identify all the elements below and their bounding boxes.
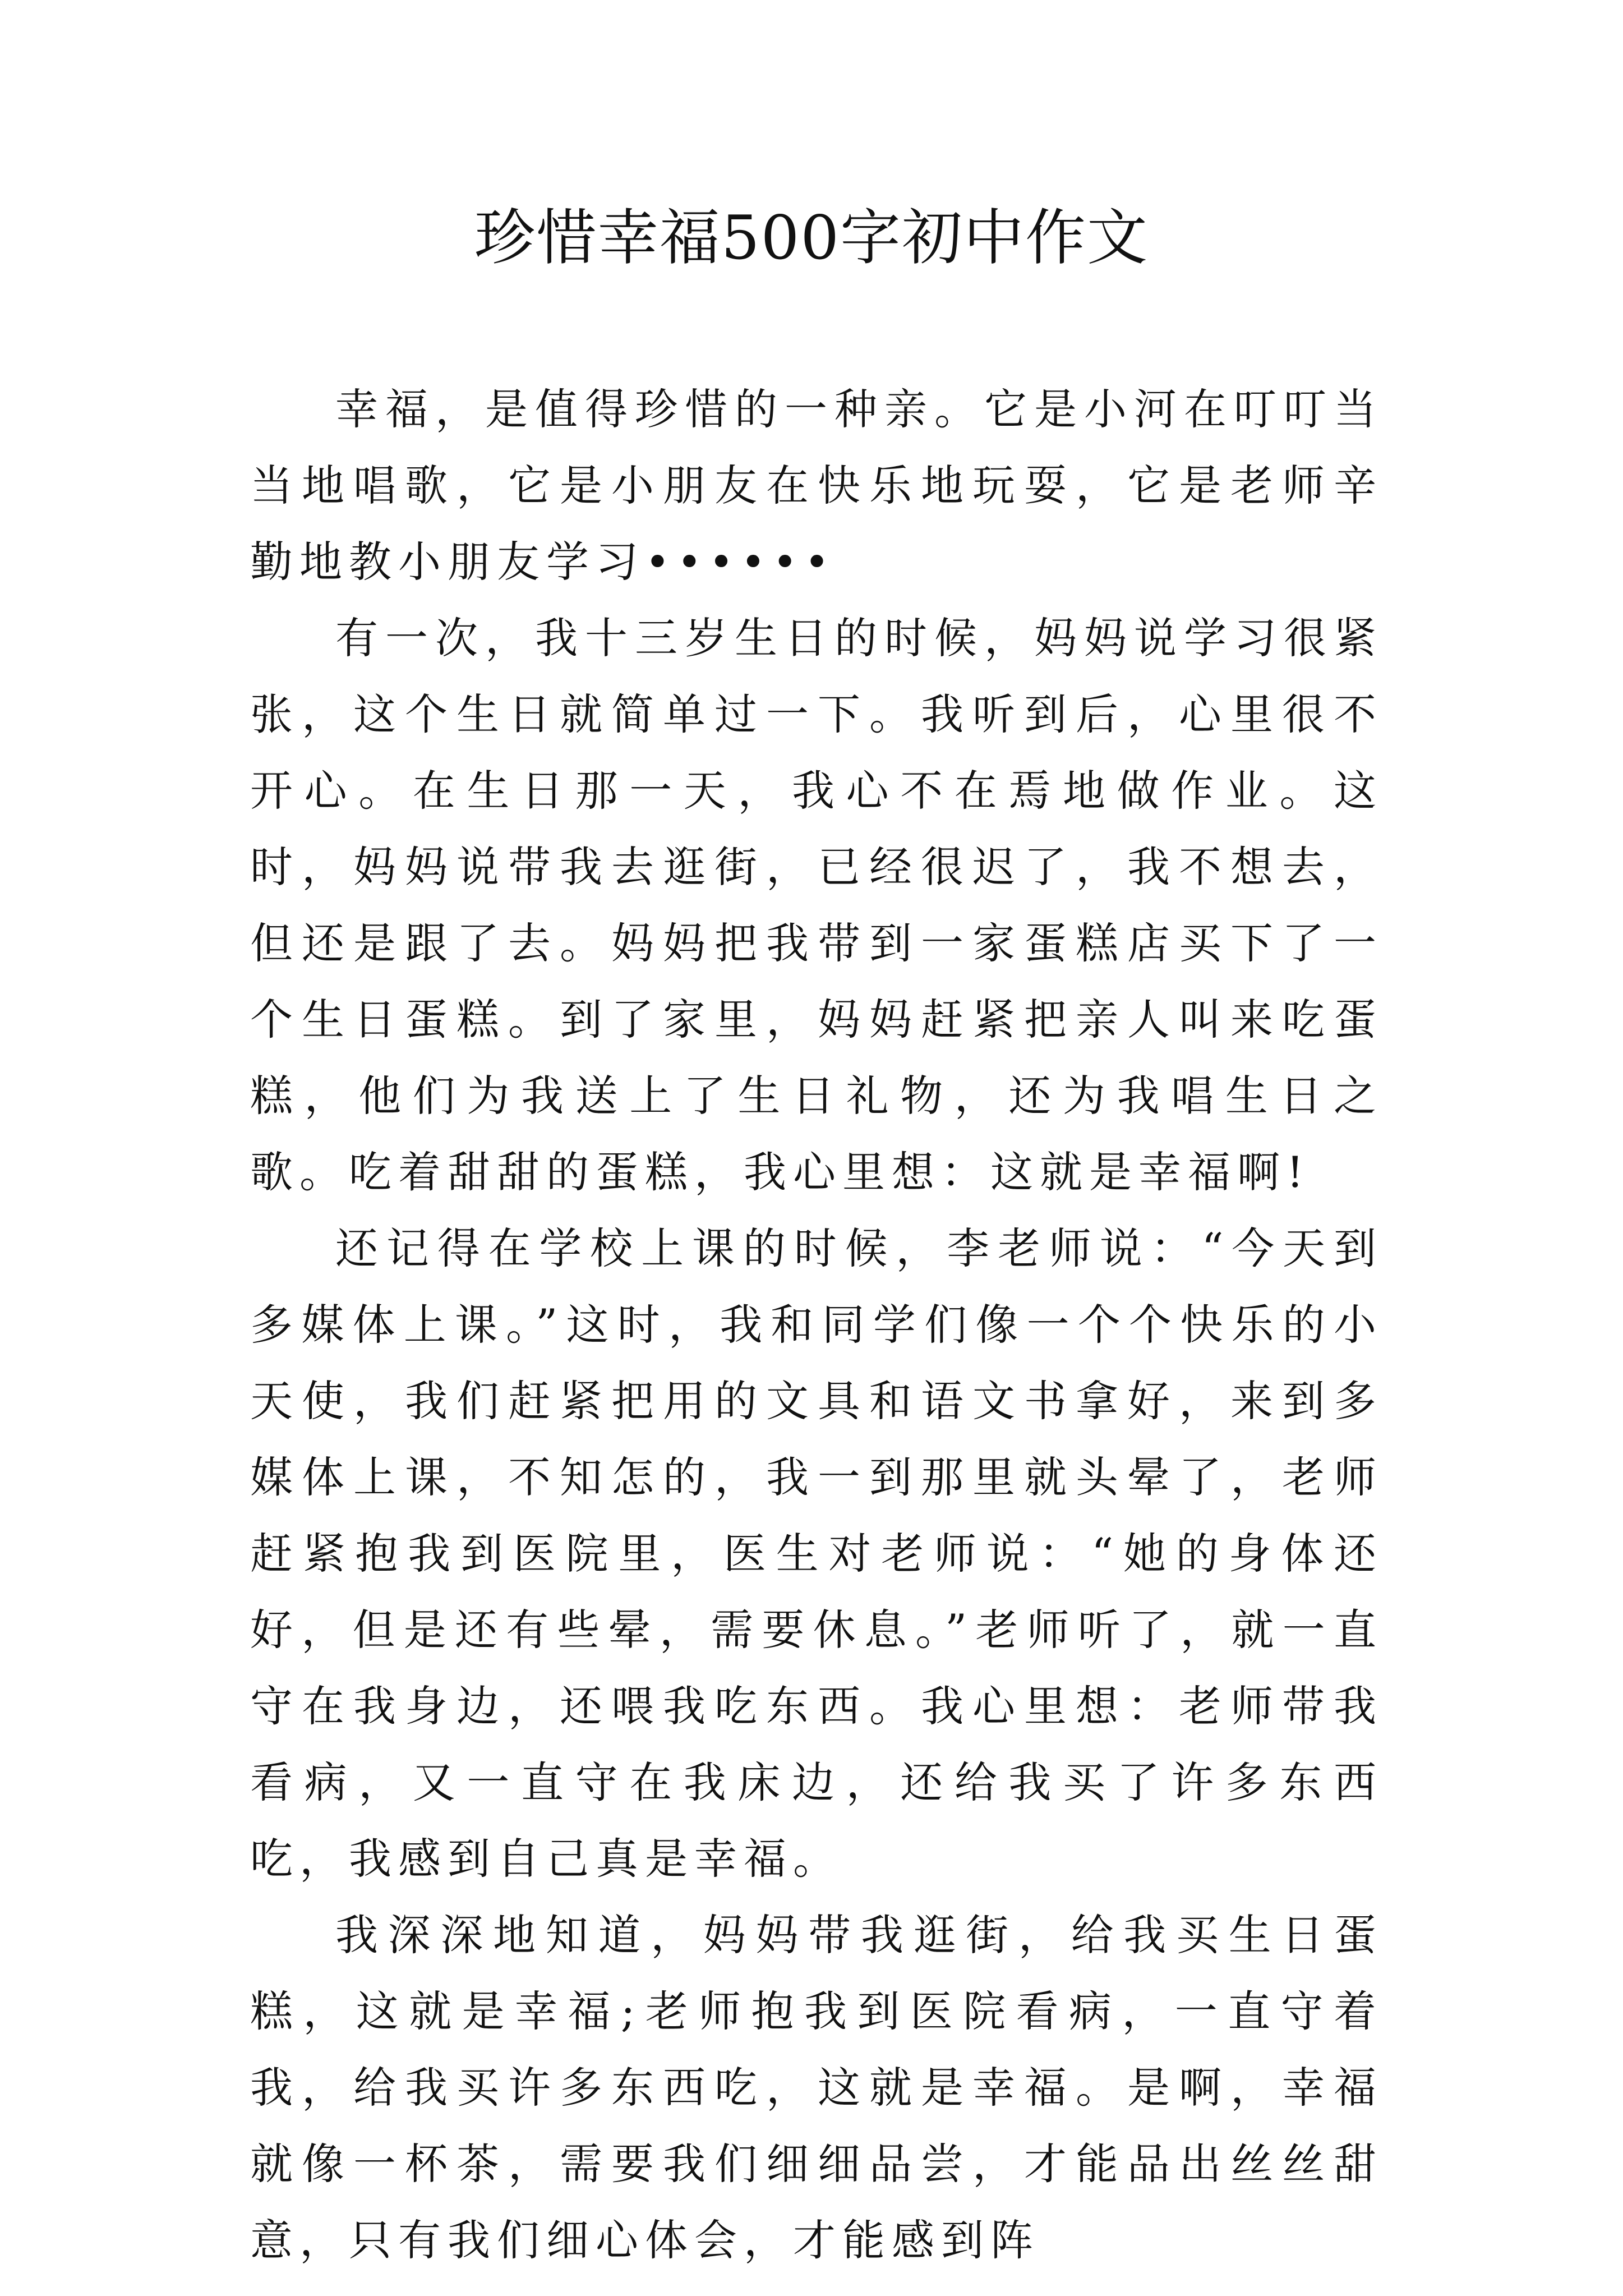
- paragraph-4: 我深深地知道，妈妈带我逛街，给我买生日蛋糕，这就是幸福;老师抱我到医院看病，一直守着我，给我买许多东西吃，这就是幸福。是啊，幸福就像一杯茶，需要我们细细品尝，才能品出丝丝甜意，只有我们细心体会，才能感到阵: [250, 1910, 1383, 2265]
- essay-body: [250, 371, 1383, 2279]
- paragraph-2: 有一次，我十三岁生日的时候，妈妈说学习很紧张，这个生日就简单过一下。我听到后，心里很不开心。在生日那一天，我心不在焉地做作业。这时，妈妈说带我去逛街，已经很迟了，我不想去，但还是跟了去。妈妈把我带到一家蛋糕店买下了一个生日蛋糕。到了家里，妈妈赶紧把亲人叫来吃蛋糕，他们为我送上了生日礼物，还为我唱生日之歌。吃着甜甜的蛋糕，我心里想：这就是幸福啊!: [250, 613, 1383, 1197]
- document-title: 珍惜幸福500字初中作文: [474, 203, 1149, 273]
- paragraph-1: 幸福，是值得珍惜的一种亲。它是小河在叮叮当当地唱歌，它是小朋友在快乐地玩耍，它是老师辛勤地教小朋友学习••••••: [250, 384, 1383, 587]
- paragraph-3: 还记得在学校上课的时候，李老师说：“今天到多媒体上课。”这时，我和同学们像一个个快乐的小天使，我们赶紧把用的文具和语文书拿好，来到多媒体上课，不知怎的，我一到那里就头晕了，老师赶紧抱我到医院里，医生对老师说：“她的身体还好，但是还有些晕，需要休息。”老师听了，就一直守在我身边，还喂我吃东西。我心里想：老师带我看病，又一直守在我床边，还给我买了许多东西吃，我感到自己真是幸福。: [250, 1223, 1383, 1884]
